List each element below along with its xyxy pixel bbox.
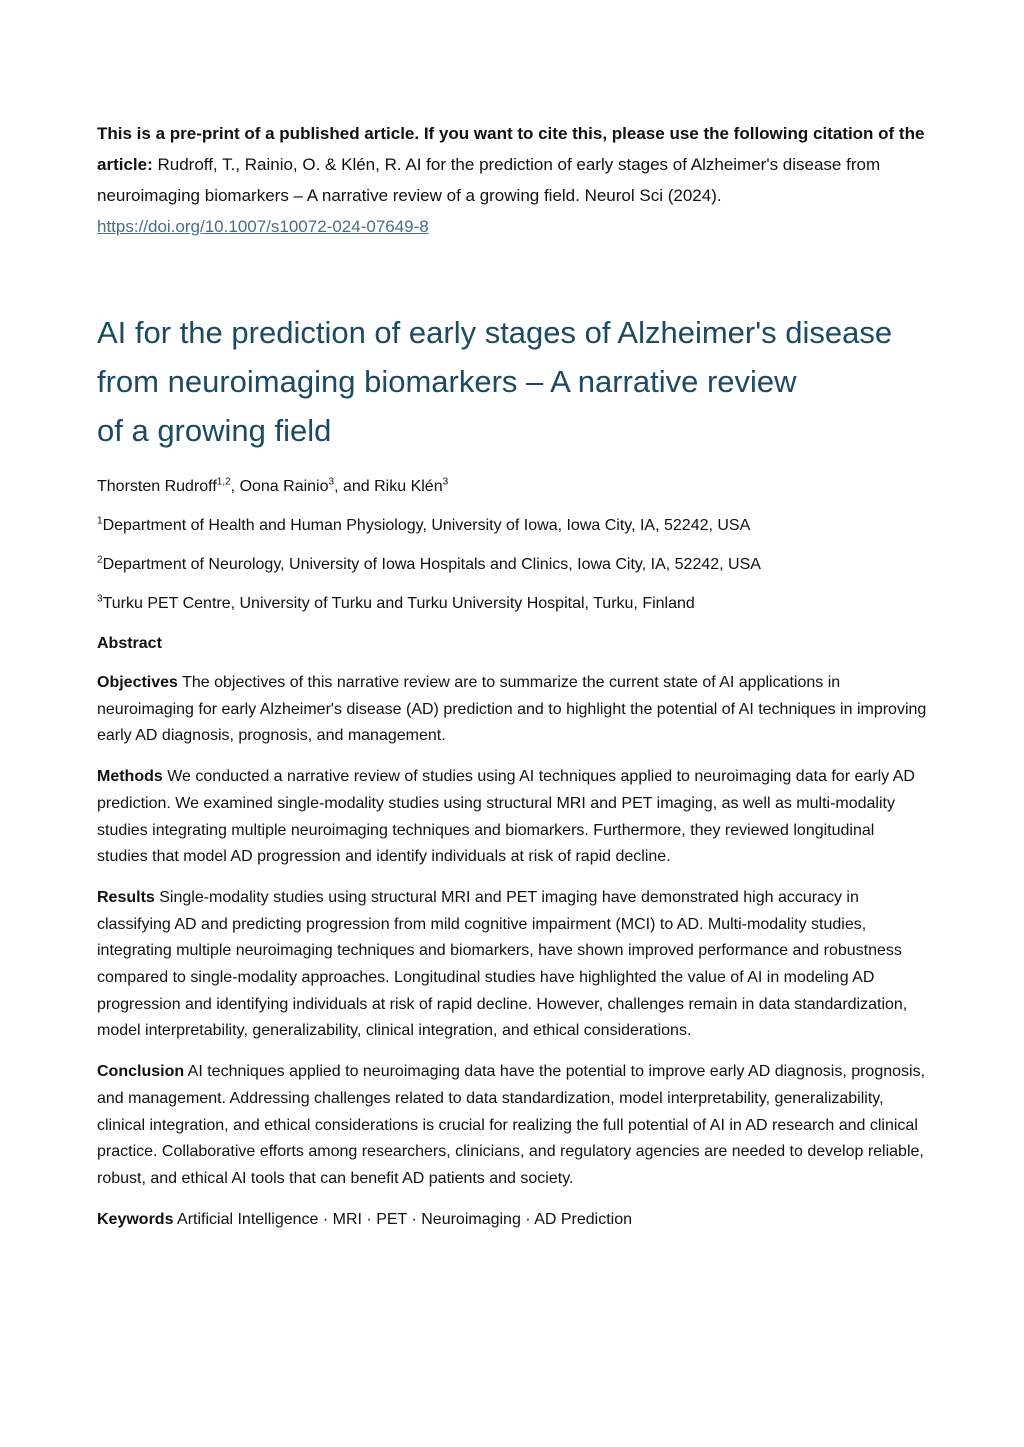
title-line-1: AI for the prediction of early stages of Alzheimer's disease <box>97 315 893 350</box>
affiliation-2 <box>97 553 927 577</box>
author-separator: , and <box>334 478 375 495</box>
objectives-label: Objectives <box>97 674 178 691</box>
author-separator: , <box>230 478 240 495</box>
affiliation-text: Turku PET Centre, University of Turku and Turku University Hospital, Turku, Finland <box>102 595 695 612</box>
abstract-heading: Abstract <box>97 635 162 652</box>
affiliation-3 <box>97 592 927 616</box>
affiliation-number: 1 <box>97 515 103 527</box>
affiliation-1 <box>97 514 927 538</box>
affiliation-text: Department of Neurology, University of Iowa Hospitals and Clinics, Iowa City, IA, 52242, USA <box>102 556 761 573</box>
author-list <box>97 475 927 499</box>
author-affiliation-sup: 3 <box>328 476 335 488</box>
author-affiliation-sup: 1,2 <box>216 476 231 488</box>
results-text: Single-modality studies using structural MRI and PET imaging have demonstrated high accuracy in classifying AD and predicting progression from mild cognitive impairment (MCI) to AD. Multi-modality studies, integrating multiple neuroimaging techniques and biomarkers, have shown improved performance and robustness compared to single-modality approaches. Longitudinal studies have highlighted the value of AI in modeling AD progression and identifying individuals at risk of rapid decline. However, challenges remain in data standardization, model interpretability, generalizability, clinical integration, and ethical considerations. <box>97 888 908 1040</box>
author-name: Thorsten Rudroff <box>97 478 217 495</box>
methods-label: Methods <box>97 768 163 786</box>
abstract-keywords <box>97 1207 927 1234</box>
keywords-label: Keywords <box>97 1210 174 1228</box>
title-line-3: of a growing field <box>97 413 332 448</box>
citation-text: Rudroff, T., Rainio, O. & Klén, R. AI for the prediction of early stages of Alzheimer's disease from neuroimaging biomarkers – A narrative review of a growing field. Neurol Sci (2024). <box>97 155 881 205</box>
abstract-conclusion <box>97 1059 927 1193</box>
affiliation-text: Department of Health and Human Physiology, University of Iowa, Iowa City, IA, 52242, USA <box>102 517 751 534</box>
preprint-notice <box>97 118 927 242</box>
abstract-results <box>97 885 927 1045</box>
keywords-text: Artificial Intelligence · MRI · PET · Neuroimaging · AD Prediction <box>177 1210 633 1228</box>
objectives-text: The objectives of this narrative review are to summarize the current state of AI applications in neuroimaging for early Alzheimer's disease (AD) prediction and to highlight the potential of AI techniques in improving early AD diagnosis, prognosis, and management. <box>97 674 927 745</box>
affiliation-number: 3 <box>97 593 103 605</box>
conclusion-text: AI techniques applied to neuroimaging data have the potential to improve early AD diagnosis, prognosis, and management. Addressing challenges related to data standardization, model interpretability, generalizability, clinical integration, and ethical considerations is crucial for realizing the full potential of AI in AD research and clinical practice. Collaborative efforts among researchers, clinicians, and regulatory agencies are needed to develop reliable, robust, and ethical AI tools that can benefit AD patients and society. <box>97 1063 926 1187</box>
abstract-objectives <box>97 670 927 750</box>
preprint-notice-bold: This is a pre-print of a published article. If you want to cite this, please use the following citation of the article: <box>97 124 925 174</box>
abstract-methods <box>97 764 927 871</box>
affiliation-number: 2 <box>97 554 103 566</box>
results-label: Results <box>97 888 155 906</box>
author-name: Riku Klén <box>374 478 443 495</box>
conclusion-label: Conclusion <box>97 1063 185 1081</box>
methods-text: We conducted a narrative review of studies using AI techniques applied to neuroimaging data for early AD prediction. We examined single-modality studies using structural MRI and PET imaging, as well as multi-modality studies integrating multiple neuroimaging techniques and biomarkers. Furthermore, they reviewed longitudinal studies that model AD progression and identify individuals at risk of rapid decline. <box>97 768 915 866</box>
author-affiliation-sup: 3 <box>442 476 449 488</box>
document-page <box>97 118 927 1233</box>
doi-link[interactable]: https://doi.org/10.1007/s10072-024-07649-8 <box>97 217 429 236</box>
paper-title <box>97 308 927 455</box>
title-line-2: from neuroimaging biomarkers – A narrative review <box>97 364 797 399</box>
author-name: Oona Rainio <box>239 478 329 495</box>
